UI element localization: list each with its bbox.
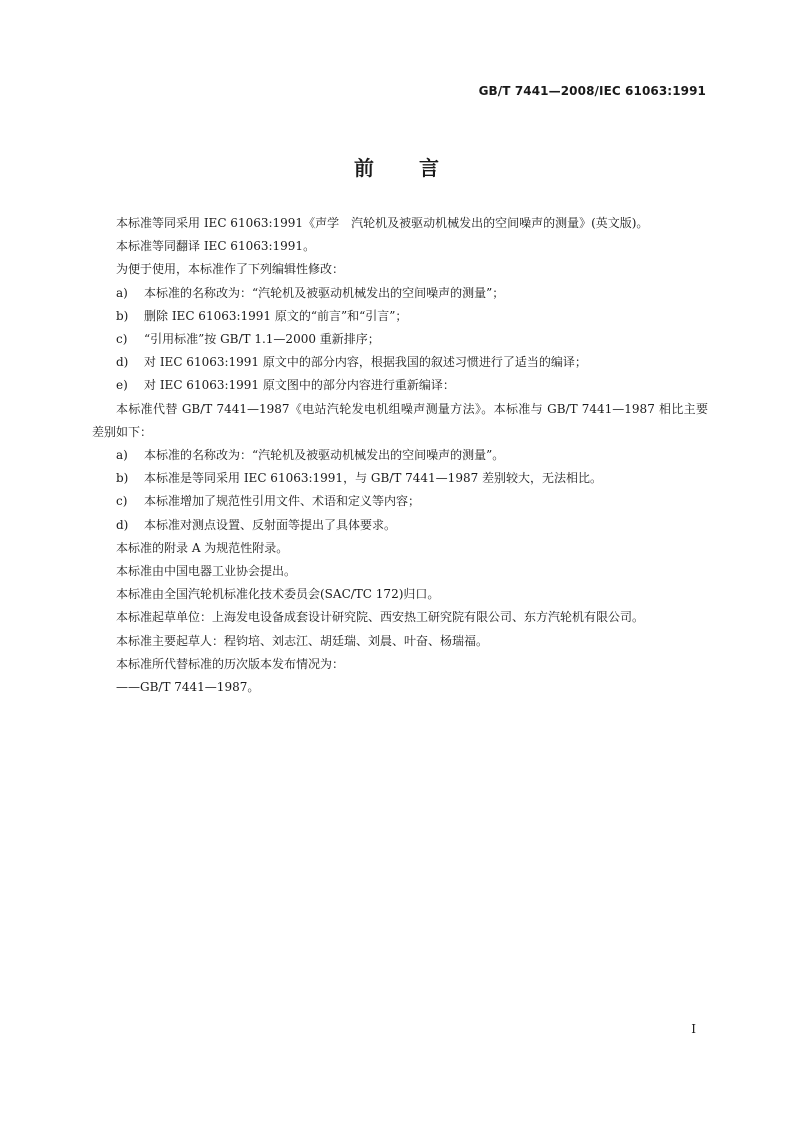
list-marker: c) (116, 332, 128, 347)
list-item (92, 490, 708, 513)
list-marker: b) (116, 308, 129, 323)
list-item-text: 本标准对测点设置、反射面等提出了具体要求。 (144, 517, 397, 532)
list-marker: b) (116, 471, 129, 486)
paragraph-committee: 本标准由全国汽轮机标准化技术委员会(SAC/TC 172)归口。 (116, 587, 440, 602)
list-marker: e) (116, 378, 128, 393)
list-item-text: 本标准是等同采用 IEC 61063:1991，与 GB/T 7441—1987 差别较大，无法相比。 (144, 471, 603, 486)
paragraph-drafters: 本标准主要起草人：程钧培、刘志江、胡廷瑞、刘晨、叶奋、杨瑞福。 (116, 633, 489, 648)
list-item (92, 305, 708, 328)
paragraph-replaces: 本标准代替 GB/T 7441—1987《电站汽轮发电机组噪声测量方法》。本标准与 GB/T 7441—1987 相比主要差别如下： (92, 401, 708, 439)
paragraph-translation: 本标准等同翻译 IEC 61063:1991。 (116, 239, 316, 254)
list-item (92, 374, 708, 397)
list-marker: a) (116, 285, 128, 300)
list-item (92, 351, 708, 374)
list-item-text: “引用标准”按 GB/T 1.1—2000 重新排序； (144, 332, 380, 347)
page-number: I (691, 1022, 696, 1036)
foreword-body (92, 212, 708, 699)
list-item (92, 282, 708, 305)
page-title-char-2: 言 (419, 156, 440, 180)
paragraph-proposer: 本标准由中国电器工业协会提出。 (116, 564, 297, 579)
list-marker: d) (116, 517, 129, 532)
list-item (92, 514, 708, 537)
paragraph-adoption: 本标准等同采用 IEC 61063:1991《声学 汽轮机及被驱动机械发出的空间噪声的测量》(英文版)。 (116, 216, 649, 230)
list-item (92, 444, 708, 467)
list-item-text: 本标准的名称改为：“汽轮机及被驱动机械发出的空间噪声的测量”； (144, 285, 505, 300)
history-dash: —— (116, 680, 140, 695)
list-item-text: 对 IEC 61063:1991 原文中的部分内容，根据我国的叙述习惯进行了适当的编译； (144, 355, 587, 370)
list-item-text: 本标准的名称改为：“汽轮机及被驱动机械发出的空间噪声的测量”。 (144, 448, 505, 463)
standard-code-header: GB/T 7441—2008/IEC 61063:1991 (478, 84, 706, 98)
page-title-char-1: 前 (354, 156, 375, 180)
list-item-text: 本标准增加了规范性引用文件、术语和定义等内容； (144, 494, 421, 509)
paragraph-history-intro: 本标准所代替标准的历次版本发布情况为： (116, 656, 345, 671)
list-item (92, 467, 708, 490)
list-marker: c) (116, 494, 128, 509)
page-title (0, 152, 794, 181)
history-item (92, 676, 708, 699)
history-item-text: GB/T 7441—1987。 (140, 680, 260, 695)
paragraph-edits-intro: 为便于使用，本标准作了下列编辑性修改： (116, 262, 345, 277)
list-item (92, 328, 708, 351)
paragraph-annex: 本标准的附录 A 为规范性附录。 (116, 540, 289, 555)
list-item-text: 对 IEC 61063:1991 原文图中的部分内容进行重新编译： (144, 378, 455, 393)
list-marker: a) (116, 448, 128, 463)
list-marker: d) (116, 355, 129, 370)
list-item-text: 删除 IEC 61063:1991 原文的“前言”和“引言”； (144, 308, 408, 323)
paragraph-drafting-units: 本标准起草单位：上海发电设备成套设计研究院、西安热工研究院有限公司、东方汽轮机有限公司。 (116, 610, 645, 625)
